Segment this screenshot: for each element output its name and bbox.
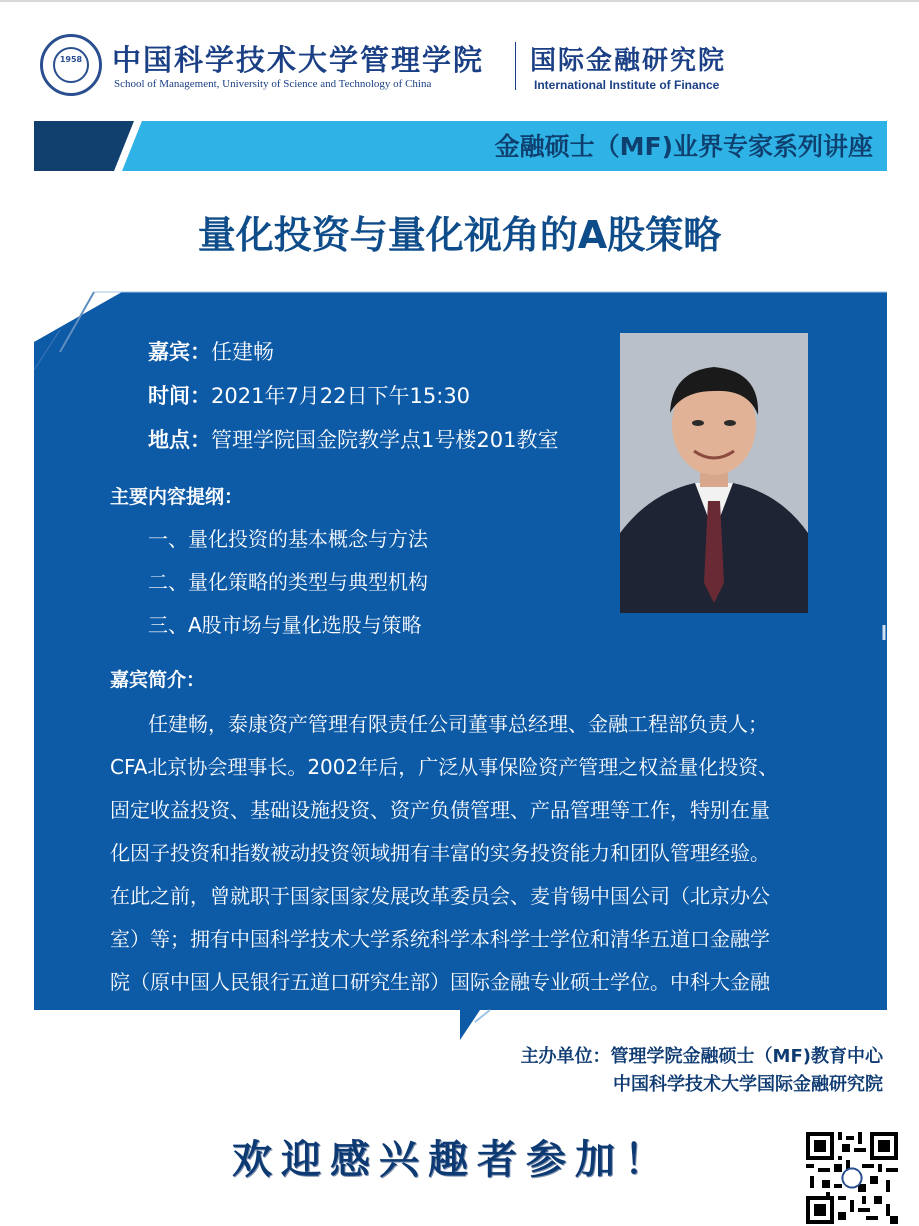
qr-code-icon: [806, 1132, 898, 1224]
time-row: [148, 380, 470, 410]
guest-value: 任建畅: [211, 340, 274, 364]
bio-title: 嘉宾简介：: [110, 669, 206, 691]
organizer-line: 主办单位：管理学院金融硕士（MF)教育中心: [520, 1046, 883, 1067]
outline-item: 二、量化策略的类型与典型机构: [148, 570, 428, 594]
header-divider: [515, 42, 516, 90]
bio-line: 在此之前，曾就职于国家国家发展改革委员会、麦肯锡中国公司（北京办公: [110, 884, 770, 908]
guest-label: 嘉宾：: [148, 340, 211, 364]
place-row: [148, 424, 558, 454]
speaker-photo: [620, 333, 808, 613]
bio-line: 固定收益投资、基础设施投资、资产负债管理、产品管理等工作，特别在量: [110, 798, 770, 822]
time-value: 2021年7月22日下午15:30: [211, 384, 471, 408]
guest-row: [148, 336, 274, 366]
welcome-text: 欢迎感兴趣者参加！: [232, 1136, 673, 1183]
organizer-line: 中国科学技术大学国际金融研究院: [613, 1074, 883, 1095]
school-name-en: School of Management, University of Science and Technology of China: [114, 78, 432, 90]
bio-line: CFA北京协会理事长。2002年后，广泛从事保险资产管理之权益量化投资、: [110, 755, 779, 779]
outline-item: 一、量化投资的基本概念与方法: [148, 527, 428, 551]
seal-year: 1958: [59, 55, 83, 64]
outline-title: 主要内容提纲：: [110, 486, 244, 508]
lecture-title: 量化投资与量化视角的A股策略: [197, 213, 722, 257]
school-name-cn: 中国科学技术大学管理学院: [112, 43, 485, 77]
bio-line: 室）等；拥有中国科学技术大学系统科学本科学士学位和清华五道口金融学: [110, 927, 770, 951]
place-label: 地点：: [148, 428, 211, 452]
bio-line: 化因子投资和指数被动投资领域拥有丰富的实务投资能力和团队管理经验。: [110, 841, 770, 865]
time-label: 时间：: [148, 384, 211, 408]
place-value: 管理学院国金院教学点1号楼201教室: [211, 428, 559, 452]
bio-line: 任建畅，泰康资产管理有限责任公司董事总经理、金融工程部负责人；: [148, 712, 768, 736]
university-seal-icon: [40, 34, 102, 96]
series-title: 金融硕士（MF)业界专家系列讲座: [494, 132, 873, 161]
institute-name-cn: 国际金融研究院: [530, 46, 727, 76]
outline-item: 三、A股市场与量化选股与策略: [148, 613, 422, 637]
organizer-block: [521, 1043, 883, 1099]
institute-name-en: International Institute of Finance: [534, 78, 720, 92]
bio-line: 硕士（MF）业界导师。: [110, 1013, 319, 1037]
bio-line: 院（原中国人民银行五道口研究生部）国际金融专业硕士学位。中科大金融: [110, 970, 770, 994]
